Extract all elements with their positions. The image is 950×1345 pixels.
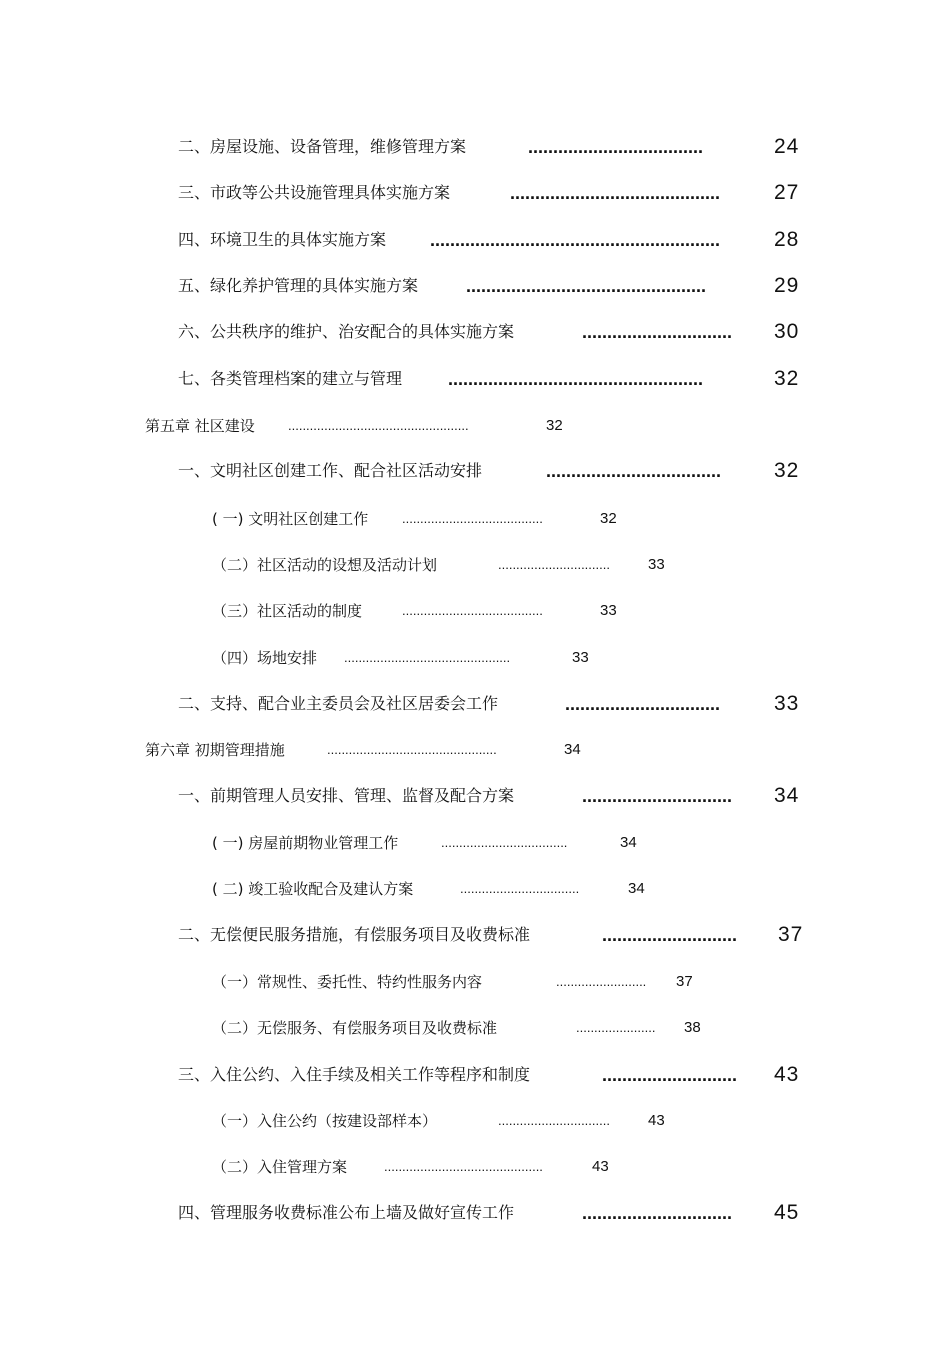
toc-leader-dots: .............................. [582, 1203, 733, 1223]
toc-page-number: 30 [774, 320, 800, 343]
toc-page-number: 24 [774, 135, 800, 158]
toc-page-number: 33 [774, 692, 800, 715]
toc-leader-dots: ................................... [546, 461, 722, 481]
toc-entry-title: （一）入住公约（按建设部样本） [212, 1112, 438, 1130]
toc-entry-title: （二）无偿服务、有偿服务项目及收费标准 [212, 1019, 498, 1037]
toc-leader-dots: ........................... [602, 925, 738, 945]
toc-page-number: 32 [774, 459, 800, 482]
toc-page-number: 27 [774, 181, 800, 204]
toc-entry-title: 二、无偿便民服务措施，有偿服务项目及收费标准 [178, 925, 531, 944]
toc-leader-dots: ............................................... [327, 742, 497, 757]
toc-leader-dots: .............................. [582, 322, 733, 342]
toc-leader-dots: ............................... [565, 694, 721, 714]
toc-entry-title: 一、文明社区创建工作、配合社区活动安排 [178, 461, 483, 480]
toc-page-number: 34 [628, 880, 645, 897]
toc-page-number: 28 [774, 228, 800, 251]
toc-leader-dots: ............................... [498, 1113, 610, 1128]
toc-leader-dots: ................................... [441, 835, 568, 850]
toc-leader-dots: ............................... [498, 557, 610, 572]
toc-page-number: 32 [774, 367, 800, 390]
toc-leader-dots: .......................................... [510, 183, 721, 203]
toc-entry-title: 第五章 社区建设 [145, 417, 255, 435]
toc-page-number: 34 [564, 741, 581, 758]
toc-leader-dots: ................................. [460, 881, 580, 896]
toc-leader-dots: ......................... [556, 974, 647, 989]
toc-page-number: 43 [648, 1112, 665, 1129]
toc-page-number: 34 [620, 834, 637, 851]
toc-entry-title: 五、绿化养护管理的具体实施方案 [178, 276, 419, 295]
toc-entry-title: 二、房屋设施、设备管理，维修管理方案 [178, 137, 467, 156]
toc-leader-dots: .............................. [582, 786, 733, 806]
toc-page-number: 34 [774, 784, 800, 807]
toc-entry-title: 三、入住公约、入住手续及相关工作等程序和制度 [178, 1065, 531, 1084]
toc-leader-dots: ................................................... [448, 369, 704, 389]
toc-entry-title: （四）场地安排 [212, 649, 318, 667]
toc-entry-title: （二）社区活动的设想及活动计划 [212, 556, 438, 574]
toc-leader-dots: ........................... [602, 1065, 738, 1085]
toc-page-number: 43 [592, 1158, 609, 1175]
toc-page-number: 32 [600, 510, 617, 527]
toc-leader-dots: ....................................... [402, 603, 543, 618]
toc-entry-title: 七、各类管理档案的建立与管理 [178, 369, 403, 388]
toc-leader-dots: ....................................... [402, 511, 543, 526]
toc-leader-dots: ................................... [528, 137, 704, 157]
toc-entry-title: ( 二) 竣工验收配合及建认方案 [212, 880, 414, 898]
toc-leader-dots: .................................................. [288, 418, 469, 433]
toc-page-number: 32 [546, 417, 563, 434]
toc-leader-dots: ................................................ [466, 276, 707, 296]
toc-entry-title: 三、市政等公共设施管理具体实施方案 [178, 183, 451, 202]
toc-entry-title: ( 一) 文明社区创建工作 [212, 510, 369, 528]
toc-page-number: 43 [774, 1063, 800, 1086]
toc-entry-title: 一、前期管理人员安排、管理、监督及配合方案 [178, 786, 515, 805]
toc-entry-title: ( 一) 房屋前期物业管理工作 [212, 834, 399, 852]
toc-entry-title: 四、管理服务收费标准公布上墙及做好宣传工作 [178, 1203, 515, 1222]
toc-entry-title: （二）入住管理方案 [212, 1158, 348, 1176]
toc-entry-title: （三）社区活动的制度 [212, 602, 363, 620]
toc-leader-dots: ...................... [576, 1020, 656, 1035]
toc-entry-title: 六、公共秩序的维护、治安配合的具体实施方案 [178, 322, 515, 341]
toc-page-number: 38 [684, 1019, 701, 1036]
toc-entry-title: 第六章 初期管理措施 [145, 741, 285, 759]
toc-leader-dots: .............................................. [344, 650, 511, 665]
toc-entry-title: 二、支持、配合业主委员会及社区居委会工作 [178, 694, 499, 713]
toc-page-number: 33 [600, 602, 617, 619]
toc-page-number: 29 [774, 274, 800, 297]
toc-leader-dots: .......................................................... [430, 230, 721, 250]
toc-entry-title: 四、环境卫生的具体实施方案 [178, 230, 387, 249]
toc-page-number: 45 [774, 1201, 800, 1224]
toc-page-number: 37 [778, 923, 804, 946]
toc-page-number: 33 [572, 649, 589, 666]
toc-page-number: 37 [676, 973, 693, 990]
toc-entry-title: （一）常规性、委托性、特约性服务内容 [212, 973, 483, 991]
toc-page-number: 33 [648, 556, 665, 573]
toc-leader-dots: ............................................ [384, 1159, 543, 1174]
